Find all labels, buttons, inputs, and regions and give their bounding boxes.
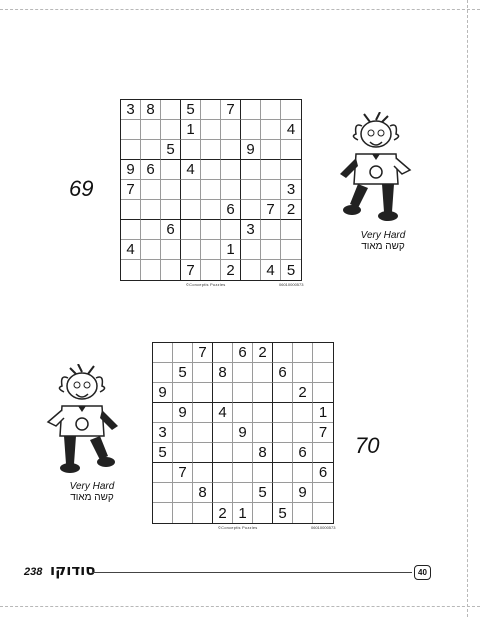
- sudoku-cell[interactable]: [313, 363, 333, 383]
- sudoku-cell[interactable]: [213, 463, 233, 483]
- sudoku-cell[interactable]: [141, 140, 161, 160]
- sudoku-cell[interactable]: 1: [313, 403, 333, 423]
- sudoku-cell[interactable]: 6: [313, 463, 333, 483]
- sudoku-cell[interactable]: [241, 240, 261, 260]
- difficulty-he: קשה מאוד: [361, 241, 405, 252]
- sudoku-cell[interactable]: 9: [153, 383, 173, 403]
- sudoku-cell[interactable]: 3: [281, 180, 301, 200]
- sudoku-cell[interactable]: 9: [293, 483, 313, 503]
- sudoku-cell[interactable]: [161, 240, 181, 260]
- sudoku-cell[interactable]: [173, 483, 193, 503]
- sudoku-cell[interactable]: [153, 363, 173, 383]
- sudoku-cell[interactable]: [273, 463, 293, 483]
- sudoku-cell[interactable]: [161, 100, 181, 120]
- sudoku-cell[interactable]: 1: [181, 120, 201, 140]
- sudoku-cell[interactable]: 9: [233, 423, 253, 443]
- sudoku-cell[interactable]: [253, 383, 273, 403]
- sudoku-cell[interactable]: [253, 463, 273, 483]
- sudoku-cell[interactable]: [193, 363, 213, 383]
- sudoku-cell[interactable]: 9: [241, 140, 261, 160]
- sudoku-cell[interactable]: [141, 220, 161, 240]
- sudoku-cell[interactable]: 4: [281, 120, 301, 140]
- sudoku-cell[interactable]: [201, 240, 221, 260]
- sudoku-cell[interactable]: [213, 343, 233, 363]
- sudoku-cell[interactable]: [281, 100, 301, 120]
- cut-line-right: [467, 0, 468, 617]
- sudoku-cell[interactable]: [121, 260, 141, 280]
- sudoku-cell[interactable]: [281, 140, 301, 160]
- sudoku-cell[interactable]: [173, 503, 193, 523]
- sudoku-cell[interactable]: [261, 120, 281, 140]
- sudoku-cell[interactable]: 1: [233, 503, 253, 523]
- sudoku-cell[interactable]: [313, 503, 333, 523]
- sudoku-cell[interactable]: [181, 240, 201, 260]
- sudoku-cell[interactable]: [181, 200, 201, 220]
- sudoku-cell[interactable]: 5: [273, 503, 293, 523]
- sudoku-cell[interactable]: [313, 343, 333, 363]
- sudoku-cell[interactable]: [201, 140, 221, 160]
- sudoku-cell[interactable]: [181, 220, 201, 240]
- sudoku-cell[interactable]: [213, 383, 233, 403]
- sudoku-cell[interactable]: [281, 220, 301, 240]
- sudoku-cell[interactable]: [181, 180, 201, 200]
- sudoku-cell[interactable]: 7: [193, 343, 213, 363]
- difficulty-en: Very Hard: [69, 481, 115, 492]
- sudoku-cell[interactable]: [161, 200, 181, 220]
- sudoku-cell[interactable]: [173, 383, 193, 403]
- sudoku-cell[interactable]: [161, 260, 181, 280]
- sudoku-cell[interactable]: 5: [173, 363, 193, 383]
- sudoku-cell[interactable]: [153, 503, 173, 523]
- sudoku-cell[interactable]: [193, 403, 213, 423]
- sudoku-cell[interactable]: [141, 240, 161, 260]
- sudoku-cell[interactable]: [261, 160, 281, 180]
- sudoku-cell[interactable]: [153, 343, 173, 363]
- sudoku-cell[interactable]: [241, 200, 261, 220]
- sudoku-cell[interactable]: [273, 343, 293, 363]
- sudoku-cell[interactable]: [173, 423, 193, 443]
- sudoku-cell[interactable]: [221, 140, 241, 160]
- sudoku-cell[interactable]: [121, 140, 141, 160]
- sudoku-cell[interactable]: [273, 443, 293, 463]
- sudoku-cell[interactable]: [261, 100, 281, 120]
- sudoku-cell[interactable]: 6: [141, 160, 161, 180]
- sudoku-cell[interactable]: [201, 260, 221, 280]
- sudoku-cell[interactable]: [153, 463, 173, 483]
- credit-text: ©Conceptis Puzzles: [218, 525, 258, 530]
- sudoku-cell[interactable]: [141, 120, 161, 140]
- sudoku-cell[interactable]: [261, 180, 281, 200]
- sudoku-cell[interactable]: 5: [153, 443, 173, 463]
- sudoku-cell[interactable]: [141, 180, 161, 200]
- sudoku-cell[interactable]: 5: [181, 100, 201, 120]
- cut-line-top: [0, 9, 480, 10]
- sudoku-cell[interactable]: [241, 160, 261, 180]
- sudoku-cell[interactable]: [293, 503, 313, 523]
- sudoku-cell[interactable]: [233, 463, 253, 483]
- sudoku-cell[interactable]: 9: [173, 403, 193, 423]
- difficulty-label: [52, 481, 132, 503]
- sudoku-cell[interactable]: [161, 160, 181, 180]
- sudoku-cell[interactable]: 2: [281, 200, 301, 220]
- sudoku-cell[interactable]: [201, 200, 221, 220]
- sudoku-cell[interactable]: [193, 383, 213, 403]
- sudoku-cell[interactable]: [201, 120, 221, 140]
- page-badge: 40: [414, 565, 431, 580]
- sudoku-cell[interactable]: 5: [286, 261, 296, 279]
- sudoku-cell[interactable]: [213, 423, 233, 443]
- sudoku-cell[interactable]: [241, 180, 261, 200]
- difficulty-he: קשה מאוד: [70, 492, 114, 503]
- sudoku-cell[interactable]: [253, 423, 273, 443]
- sudoku-cell[interactable]: [173, 443, 193, 463]
- cut-line-bottom: [0, 606, 480, 607]
- sudoku-cell[interactable]: [213, 483, 233, 503]
- sudoku-cell[interactable]: 6: [161, 220, 181, 240]
- sudoku-cell[interactable]: [153, 483, 173, 503]
- sudoku-cell[interactable]: 3: [153, 423, 173, 443]
- sudoku-cell[interactable]: 9: [121, 160, 141, 180]
- sudoku-cell[interactable]: [193, 463, 213, 483]
- difficulty-label: [343, 230, 423, 252]
- professor-cartoon-icon: [44, 364, 122, 476]
- sudoku-cell[interactable]: [121, 220, 141, 240]
- sudoku-cell[interactable]: 5: [253, 483, 273, 503]
- puzzle-number: 69: [69, 176, 94, 201]
- sudoku-cell[interactable]: [261, 140, 281, 160]
- sudoku-cell[interactable]: [193, 443, 213, 463]
- sudoku-cell[interactable]: 6: [293, 443, 313, 463]
- sudoku-cell[interactable]: 4: [261, 260, 281, 280]
- sudoku-cell[interactable]: 4: [213, 403, 233, 423]
- sudoku-cell[interactable]: 3: [241, 220, 261, 240]
- sudoku-cell[interactable]: 7: [121, 180, 141, 200]
- sudoku-cell[interactable]: [241, 260, 261, 280]
- puzzle-code: 06010000573: [311, 525, 336, 530]
- sudoku-cell[interactable]: [293, 343, 313, 363]
- sudoku-cell[interactable]: [241, 100, 261, 120]
- sudoku-grid[interactable]: [120, 99, 302, 281]
- sudoku-cell[interactable]: [193, 423, 213, 443]
- sudoku-cell[interactable]: [233, 483, 253, 503]
- footer-rule: [92, 572, 412, 573]
- sudoku-cell[interactable]: [233, 383, 253, 403]
- sudoku-cell[interactable]: [221, 120, 241, 140]
- sudoku-cell[interactable]: [273, 383, 293, 403]
- sudoku-cell[interactable]: [121, 120, 141, 140]
- professor-cartoon-icon: [336, 112, 414, 224]
- sudoku-cell[interactable]: [141, 200, 161, 220]
- sudoku-cell[interactable]: 2: [221, 260, 241, 280]
- sudoku-grid[interactable]: [152, 342, 334, 524]
- sudoku-cell[interactable]: [161, 120, 181, 140]
- sudoku-cell[interactable]: [181, 140, 201, 160]
- credit-text: ©Conceptis Puzzles: [186, 282, 226, 287]
- sudoku-cell[interactable]: [201, 160, 221, 180]
- brand-logo: סודוקו: [50, 561, 96, 579]
- sudoku-cell[interactable]: [141, 260, 161, 280]
- sudoku-cell[interactable]: [173, 343, 193, 363]
- sudoku-cell[interactable]: [293, 463, 313, 483]
- sudoku-cell[interactable]: [261, 220, 281, 240]
- sudoku-cell[interactable]: 6: [273, 363, 293, 383]
- sudoku-cell[interactable]: 7: [181, 260, 201, 280]
- sudoku-cell[interactable]: [121, 200, 141, 220]
- sudoku-cell[interactable]: [221, 160, 241, 180]
- sudoku-cell[interactable]: [253, 403, 273, 423]
- sudoku-cell[interactable]: [193, 503, 213, 523]
- sudoku-cell[interactable]: 3: [121, 100, 141, 120]
- sudoku-cell[interactable]: 7: [313, 423, 333, 443]
- sudoku-cell[interactable]: 4: [181, 160, 201, 180]
- sudoku-cell[interactable]: 2: [213, 503, 233, 523]
- sudoku-cell[interactable]: [241, 120, 261, 140]
- sudoku-cell[interactable]: 4: [121, 240, 141, 260]
- sudoku-cell[interactable]: [253, 503, 273, 523]
- sudoku-cell[interactable]: [201, 180, 221, 200]
- difficulty-en: Very Hard: [360, 230, 406, 241]
- sudoku-cell[interactable]: 2: [253, 343, 273, 363]
- sudoku-cell[interactable]: [221, 180, 241, 200]
- sudoku-cell[interactable]: 8: [141, 100, 161, 120]
- sudoku-cell[interactable]: 6: [233, 343, 253, 363]
- sudoku-cell[interactable]: 8: [213, 363, 233, 383]
- sudoku-cell[interactable]: [153, 403, 173, 423]
- sudoku-cell[interactable]: 1: [221, 240, 241, 260]
- sudoku-cell[interactable]: [273, 483, 293, 503]
- sudoku-cell[interactable]: 7: [221, 100, 241, 120]
- sudoku-cell[interactable]: [201, 100, 221, 120]
- page-number: 238: [24, 566, 43, 578]
- sudoku-cell[interactable]: [161, 180, 181, 200]
- sudoku-cell[interactable]: [233, 363, 253, 383]
- sudoku-cell[interactable]: 2: [293, 383, 313, 403]
- sudoku-cell[interactable]: [313, 483, 333, 503]
- sudoku-cell[interactable]: [221, 220, 241, 240]
- sudoku-cell[interactable]: [213, 443, 233, 463]
- sudoku-cell[interactable]: [201, 220, 221, 240]
- sudoku-cell[interactable]: 6: [221, 200, 241, 220]
- sudoku-cell[interactable]: 7: [173, 463, 193, 483]
- sudoku-cell[interactable]: [281, 240, 301, 260]
- puzzle-number: 70: [355, 433, 380, 458]
- sudoku-cell[interactable]: [273, 423, 293, 443]
- sudoku-cell[interactable]: [313, 383, 333, 403]
- sudoku-cell[interactable]: 7: [261, 200, 281, 220]
- sudoku-cell[interactable]: [253, 363, 273, 383]
- sudoku-cell[interactable]: 8: [193, 483, 213, 503]
- sudoku-cell[interactable]: [293, 363, 313, 383]
- puzzle-code: 06010000573: [279, 282, 304, 287]
- sudoku-cell[interactable]: [261, 240, 281, 260]
- sudoku-cell[interactable]: [293, 423, 313, 443]
- sudoku-cell[interactable]: [293, 403, 313, 423]
- sudoku-cell[interactable]: 8: [253, 443, 273, 463]
- sudoku-cell[interactable]: [281, 160, 301, 180]
- sudoku-cell[interactable]: 5: [161, 140, 181, 160]
- sudoku-cell[interactable]: [273, 403, 293, 423]
- sudoku-cell[interactable]: [313, 443, 333, 463]
- sudoku-cell[interactable]: [233, 443, 253, 463]
- sudoku-cell[interactable]: [233, 403, 253, 423]
